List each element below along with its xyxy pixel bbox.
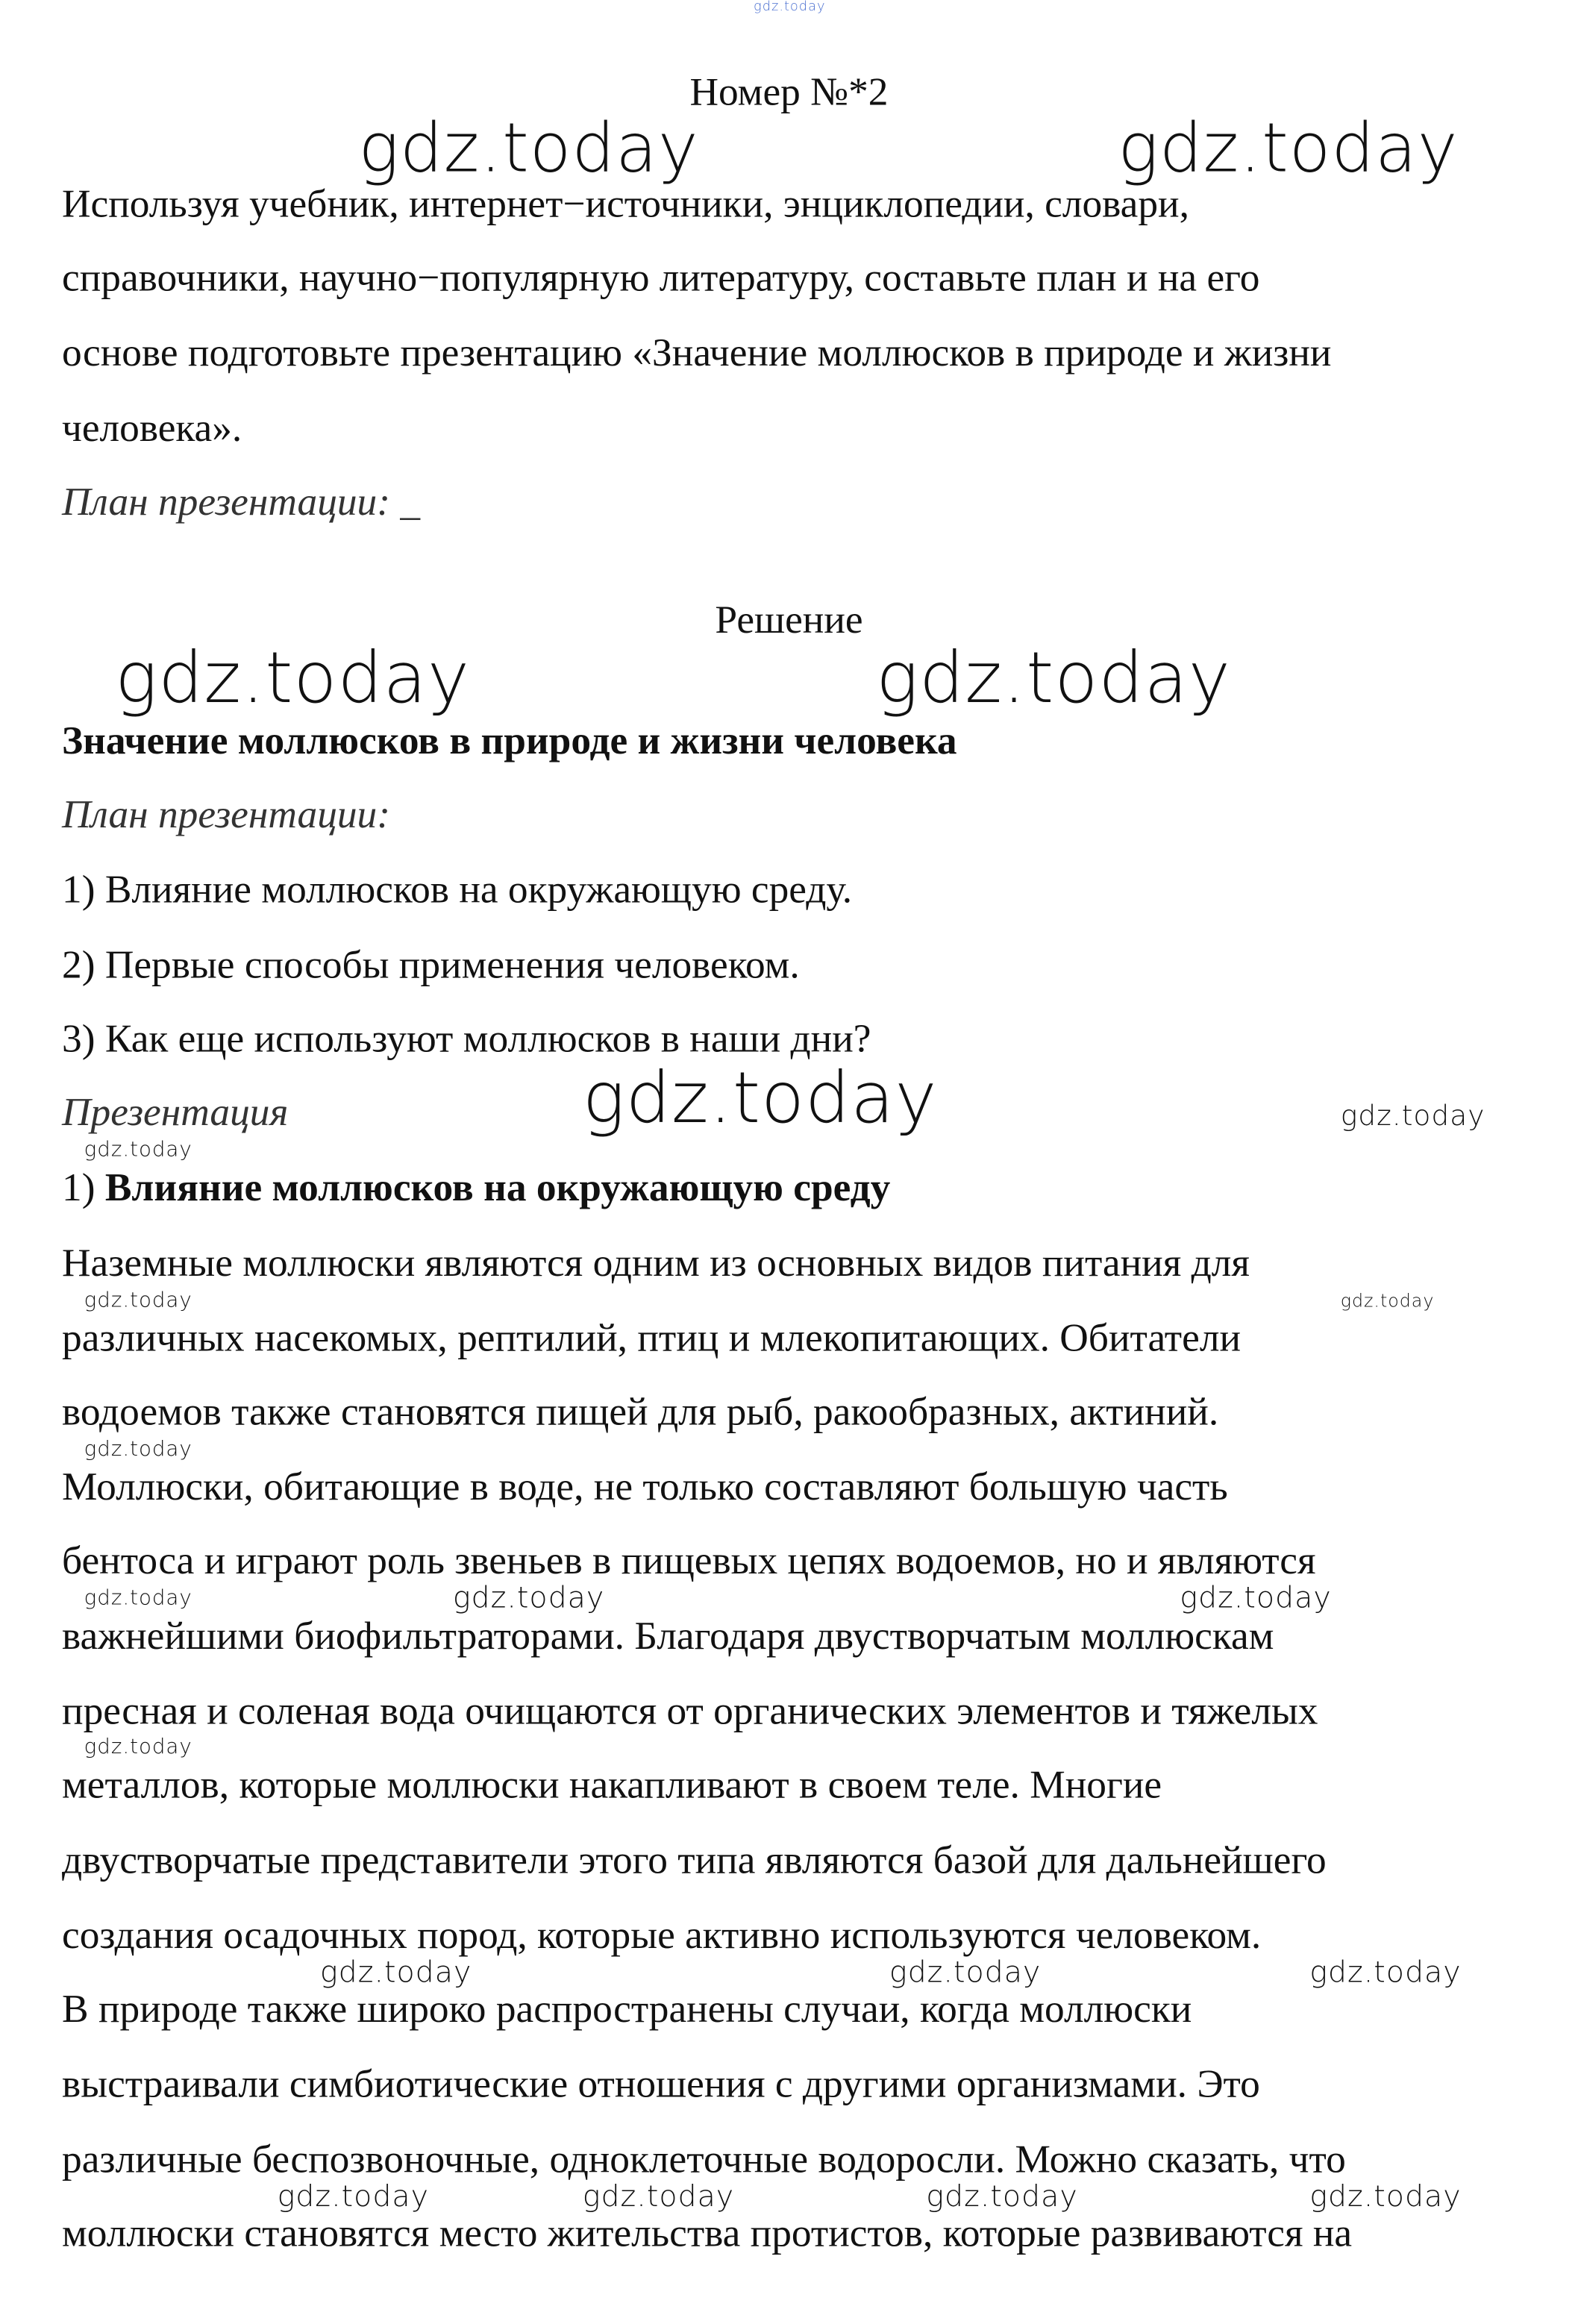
watermark: gdz.today: [84, 1586, 192, 1611]
plan-item: 2) Первые способы применения человеком.: [62, 942, 800, 987]
task-line: человека».: [62, 405, 242, 450]
section-title: Влияние моллюсков на окружающую среду: [104, 1165, 891, 1209]
body-line: В природе также широко распространены случаи, когда моллюски: [62, 1986, 1192, 2031]
watermark: gdz.today: [84, 1138, 192, 1162]
plan-label: План презентации:: [62, 792, 391, 836]
watermark: gdz.today: [1180, 1579, 1332, 1615]
section-number: 1): [62, 1165, 105, 1209]
watermark: gdz.today: [277, 2178, 430, 2214]
body-line: бентоса и играют роль звеньев в пищевых цепях водоемов, но и являются: [62, 1538, 1316, 1582]
body-line: водоемов также становятся пищей для рыб, ракообразных, актиний.: [62, 1388, 1219, 1434]
body-line: важнейшими биофильтраторами. Благодаря двустворчатым моллюскам: [62, 1613, 1274, 1658]
body-line: моллюски становятся место жительства протистов, которые развиваются на: [62, 2210, 1353, 2255]
body-line: Моллюски, обитающие в воде, не только составляют большую часть: [62, 1464, 1228, 1509]
header-watermark: gdz.today: [754, 0, 826, 15]
watermark: gdz.today: [876, 636, 1231, 720]
watermark: gdz.today: [1340, 1290, 1435, 1312]
watermark: gdz.today: [452, 1579, 605, 1615]
section-heading: [62, 1166, 890, 1207]
body-line: выстраивали симбиотические отношения с другими организмами. Это: [62, 2061, 1260, 2106]
watermark: gdz.today: [84, 1438, 192, 1462]
task-plan-label: План презентации: _: [62, 479, 421, 524]
watermark: gdz.today: [84, 1735, 192, 1760]
watermark: gdz.today: [319, 1953, 472, 1990]
watermark: gdz.today: [582, 1057, 938, 1140]
body-line: создания осадочных пород, которые активно используются человеком.: [62, 1912, 1262, 1957]
watermark: gdz.today: [84, 1288, 192, 1313]
body-line: металлов, которые моллюски накапливают в своем теле. Многие: [62, 1762, 1162, 1807]
watermark: gdz.today: [115, 636, 470, 720]
body-line: Наземные моллюски являются одним из основных видов питания для: [62, 1240, 1250, 1285]
plan-item: 3) Как еще используют моллюсков в наши дни?: [62, 1015, 871, 1061]
solution-heading: Значение моллюсков в природе и жизни человека: [62, 718, 957, 762]
body-line: двустворчатые представители этого типа являются базой для дальнейшего: [62, 1837, 1327, 1882]
task-line: Используя учебник, интернет−источники, энциклопедии, словари,: [62, 181, 1189, 226]
solution-label: Решение: [715, 597, 863, 642]
watermark: gdz.today: [889, 1953, 1042, 1990]
page-title: Номер №*2: [689, 69, 889, 114]
body-line: различные беспозвоночные, одноклеточные водоросли. Можно сказать, что: [62, 2137, 1346, 2182]
presentation-label: Презентация: [62, 1089, 289, 1135]
body-line: различных насекомых, рептилий, птиц и млекопитающих. Обитатели: [62, 1315, 1242, 1360]
task-line: справочники, научно−популярную литературу, составьте план и на его: [62, 254, 1260, 300]
watermark: gdz.today: [358, 107, 699, 188]
watermark: gdz.today: [1309, 1953, 1462, 1990]
watermark: gdz.today: [1118, 107, 1459, 188]
plan-item: 1) Влияние моллюсков на окружающую среду.: [62, 867, 853, 912]
watermark: gdz.today: [926, 2178, 1078, 2214]
watermark: gdz.today: [1309, 2178, 1462, 2214]
watermark: gdz.today: [1340, 1100, 1485, 1133]
body-line: пресная и соленая вода очищаются от органических элементов и тяжелых: [62, 1688, 1318, 1733]
watermark: gdz.today: [582, 2178, 735, 2214]
task-line: основе подготовьте презентацию «Значение моллюсков в природе и жизни: [62, 330, 1332, 375]
